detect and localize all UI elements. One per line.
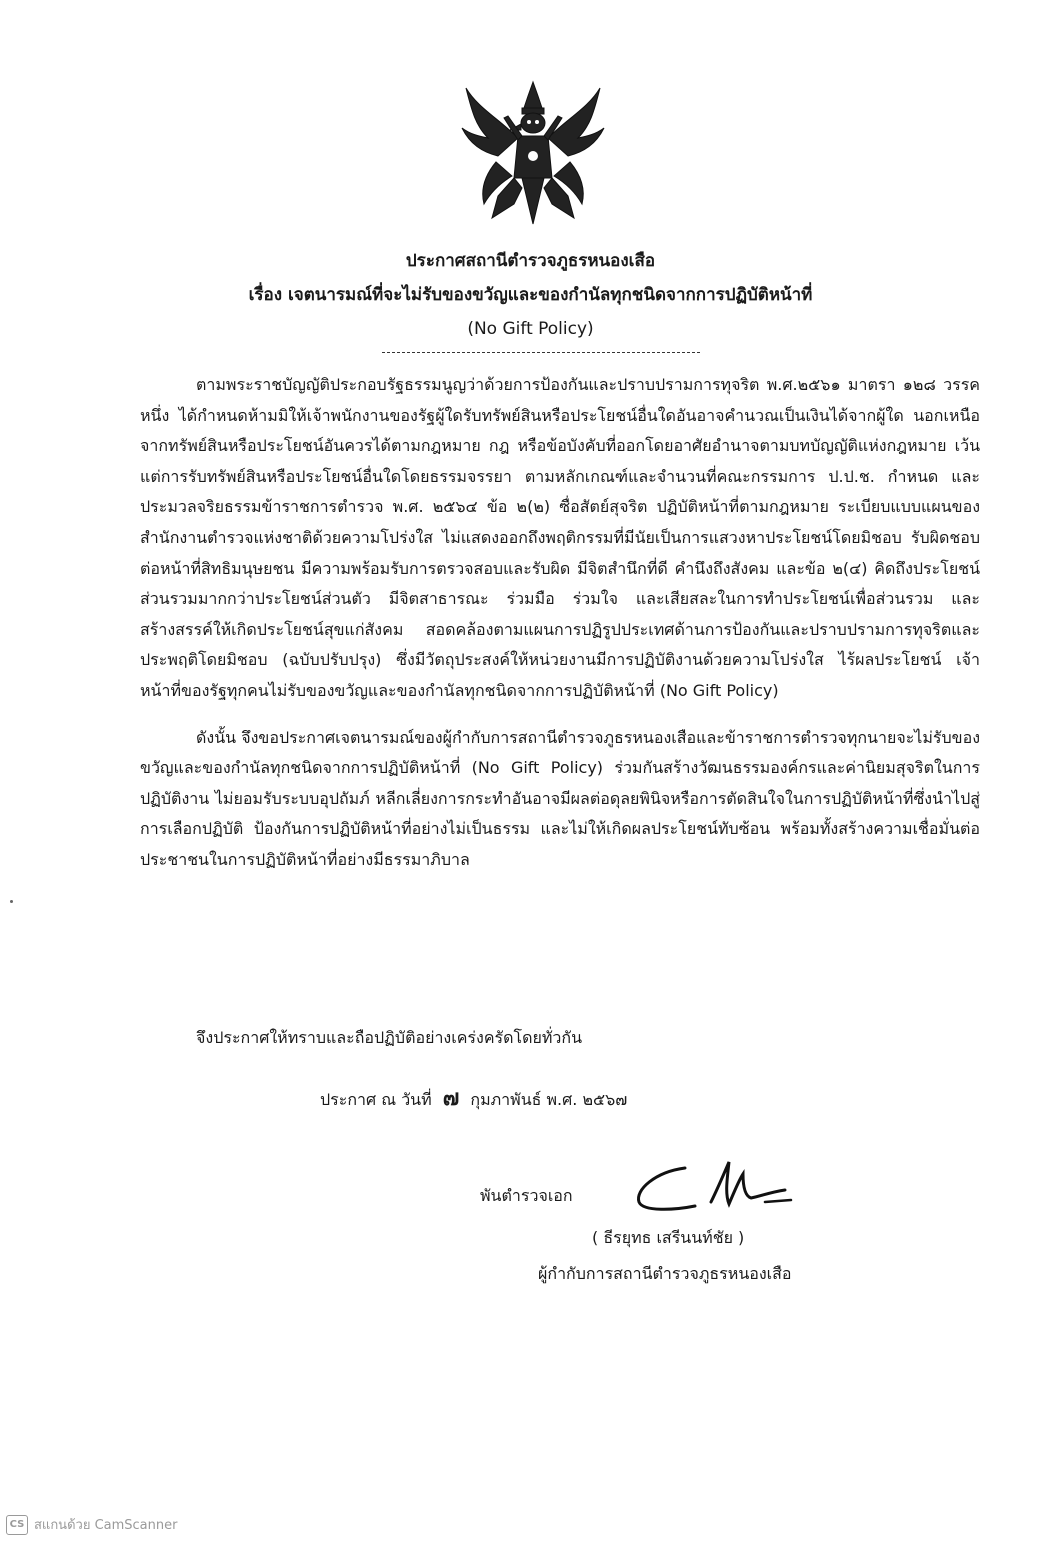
garuda-emblem-icon xyxy=(458,78,608,228)
date-month-year: กุมภาพันธ์ พ.ศ. ๒๕๖๗ xyxy=(470,1090,628,1109)
document-subject: เรื่อง เจตนารมณ์ที่จะไม่รับของขวัญและของกำนัลทุกชนิดจากการปฏิบัติหน้าที่ xyxy=(248,285,813,305)
announcement-date xyxy=(320,1080,627,1115)
closing-statement: จึงประกาศให้ทราบและถือปฏิบัติอย่างเคร่งครัดโดยทั่วกัน xyxy=(196,1028,583,1047)
handwritten-signature xyxy=(625,1150,805,1220)
signatory-rank: พันตำรวจเอก xyxy=(480,1186,573,1205)
header-divider xyxy=(382,352,700,353)
document-title: ประกาศสถานีตำรวจภูธรหนองเสือ xyxy=(405,251,656,271)
paragraph-legal-basis: ตามพระราชบัญญัติประกอบรัฐธรรมนูญว่าด้วยการป้องกันและปราบปรามการทุจริต พ.ศ.๒๕๖๑ มาตรา ๑๒๘ วรรคหนึ่ง ได้กำหนดห้ามมิให้เจ้าพนักงานของรัฐผู้ใดรับทรัพย์สินหรือประโยชน์อื่นใดอันอาจคำนวณเป็นเงินได้จากผู้ใด นอกเหนือจากทรัพย์สินหรือประโยชน์อันควรได้ตามกฎหมาย กฎ หรือข้อบังคับที่ออกโดยอาศัยอำนาจตามบทบัญญัติแห่งกฎหมาย เว้นแต่การรับทรัพย์สินหรือประโยชน์อื่นใดโดยธรรมจรรยา ตามหลักเกณฑ์และจำนวนที่คณะกรรมการ ป.ป.ช. กำหนด และประมวลจริยธรรมข้าราชการตำรวจ พ.ศ. ๒๕๖๔ ข้อ ๒(๒) ซื่อสัตย์สุจริต ปฏิบัติหน้าที่ตามกฎหมาย ระเบียบแบบแผนของสำนักงานตำรวจแห่งชาติด้วยความโปร่งใส ไม่แสดงออกถึงพฤติกรรมที่มีนัยเป็นการแสวงหาประโยชน์โดยมิชอบ รับผิดชอบต่อหน้าที่สิทธิมนุษยชน มีความพร้อมรับการตรวจสอบและรับผิด มีจิตสำนึกที่ดี คำนึงถึงสังคม และข้อ ๒(๔) คิดถึงประโยชน์ส่วนรวมมากกว่าประโยชน์ส่วนตัว มีจิตสาธารณะ ร่วมมือ ร่วมใจ และเสียสละในการทำประโยชน์เพื่อส่วนรวม และสร้างสรรค์ให้เกิดประโยชน์สุขแก่สังคม สอดคล้องตามแผนการปฏิรูปประเทศด้านการป้องกันและปราบปรามการทุจริตและประพฤติโดยมิชอบ (ฉบับปรับปรุง) ซึ่งมีวัตถุประสงค์ให้หน่วยงานมีการปฏิบัติงานด้วยความโปร่งใส ไร้ผลประโยชน์ เจ้าหน้าที่ของรัฐทุกคนไม่รับของขวัญและของกำนัลทุกชนิดจากการปฏิบัติหน้าที่ (No Gift Policy) xyxy=(140,375,980,700)
camscanner-icon: CS xyxy=(6,1515,28,1535)
date-day: ๗ xyxy=(442,1086,460,1111)
paragraph-declaration: ดังนั้น จึงขอประกาศเจตนารมณ์ของผู้กำกับการสถานีตำรวจภูธรหนองเสือและข้าราชการตำรวจทุกนายจะไม่รับของขวัญและของกำนัลทุกชนิดจากการปฏิบัติหน้าที่ (No Gift Policy) ร่วมกันสร้างวัฒนธรรมองค์กรและค่านิยมสุจริตในการปฏิบัติงาน ไม่ยอมรับระบบอุปถัมภ์ หลีกเลี่ยงการกระทำอันอาจมีผลต่อดุลยพินิจหรือการตัดสินใจในการปฏิบัติหน้าที่ซึ่งนำไปสู่การเลือกปฏิบัติ ป้องกันการปฏิบัติหน้าที่อย่างไม่เป็นธรรม และไม่ให้เกิดผลประโยชน์ทับซ้อน พร้อมทั้งสร้างความเชื่อมั่นต่อประชาชนในการปฏิบัติหน้าที่อย่างมีธรรมาภิบาล xyxy=(140,727,980,869)
policy-name: (No Gift Policy) xyxy=(467,319,594,339)
document-body xyxy=(140,370,980,876)
date-prefix: ประกาศ ณ วันที่ xyxy=(320,1090,432,1109)
scan-speck xyxy=(10,900,13,903)
camscanner-label: สแกนด้วย CamScanner xyxy=(34,1518,178,1533)
signatory-position: ผู้กำกับการสถานีตำรวจภูธรหนองเสือ xyxy=(538,1264,792,1283)
signatory-name: ( ธีรยุทธ เสรีนนท์ชัย ) xyxy=(592,1228,745,1247)
document-header xyxy=(0,244,1061,346)
camscanner-watermark xyxy=(6,1514,177,1535)
